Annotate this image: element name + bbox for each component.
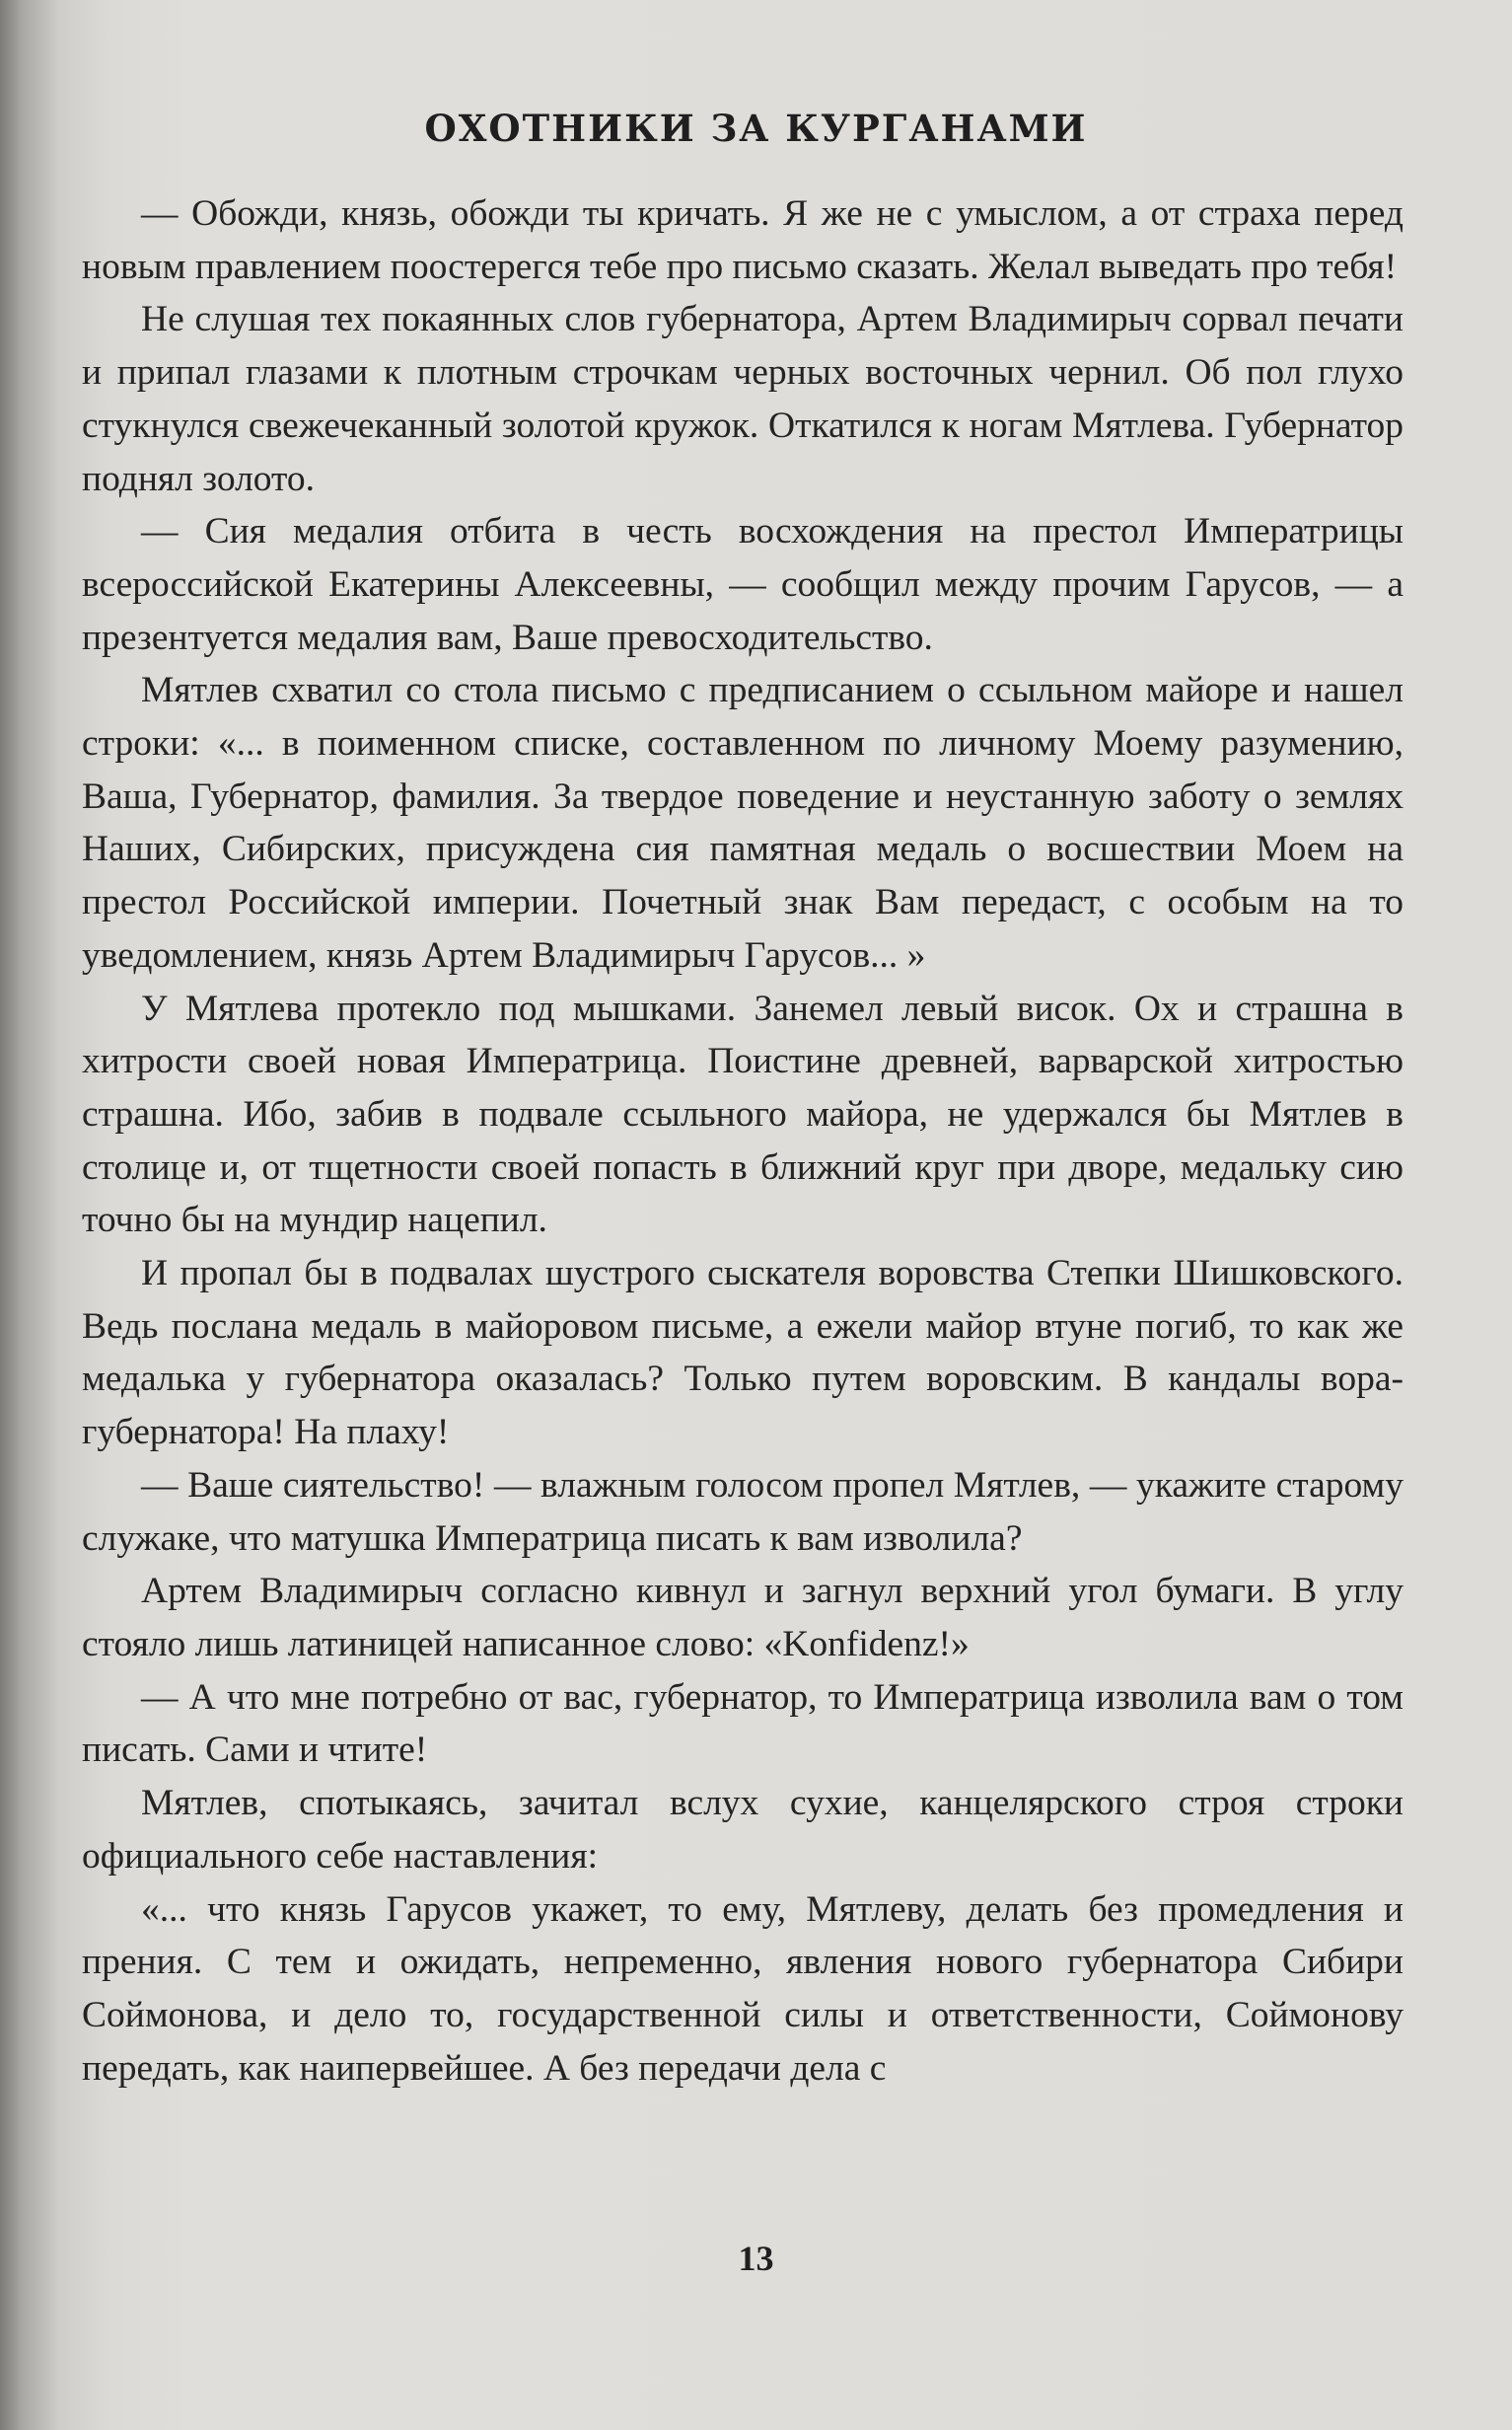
paragraph: — Сия медалия отбита в честь восхождения на престол Императрицы всероссийской Екатерины Алексеевны, — сообщил между прочим Гарусов, — а презентуется медалия вам, Ваше превосходительство. xyxy=(82,511,1404,658)
paragraph: Мятлев, спотыкаясь, зачитал вслух сухие, канцелярского строя строки официального себе наставления: xyxy=(82,1783,1404,1877)
paragraph: И пропал бы в подвалах шустрого сыскателя воровства Степки Шишковского. Ведь послана медаль в майоровом письме, а ежели майор втуне погиб, то как же медалька у губернатора оказалась? Только путем воровским. В кандалы вора-губернатора! На плаху! xyxy=(82,1253,1404,1453)
paragraph: Не слушая тех покаянных слов губернатора, Артем Владимирыч сорвал печати и припал глазами к плотным строчкам черных восточных чернил. Об пол глухо стукнулся свежечеканный золотой кружок. Откатился к ногам Мятлева. Губернатор поднял золото. xyxy=(82,299,1404,499)
paragraph: У Мятлева протекло под мышками. Занемел левый висок. Ох и страшна в хитрости своей новая Императрица. Поистине древней, варварской хитростью страшна. Ибо, забив в подвале ссыльного майора, не удержался бы Мятлев в столице и, от тщетности своей попасть в ближний круг при дворе, медальку сию точно бы на мундир нацепил. xyxy=(82,988,1404,1241)
paragraph: — Ваше сиятельство! — влажным голосом пропел Мятлев, — укажите старому служаке, что матушка Императрица писать к вам изволила? xyxy=(82,1464,1404,1559)
running-head: ОХОТНИКИ ЗА КУРГАНАМИ xyxy=(424,107,1088,150)
page-number: 13 xyxy=(738,2239,774,2278)
paragraph: Артем Владимирыч согласно кивнул и загнул верхний угол бумаги. В углу стояло лишь латиницей написанное слово: «Konfidenz!» xyxy=(82,1571,1404,1664)
page-text xyxy=(82,187,1404,2095)
paragraph: — А что мне потребно от вас, губернатор, то Императрица изволила вам о том писать. Сами и чтите! xyxy=(82,1676,1404,1771)
paragraph: «... что князь Гарусов укажет, то ему, Мятлеву, делать без промедления и прения. С тем и ожидать, непременно, явления нового губернатора Сибири Соймонова, и дело то, государственной силы и ответственности, Соймонову передать, как наипервейшее. А без передачи дела с xyxy=(82,1888,1404,2089)
paragraph: — Обожди, князь, обожди ты кричать. Я же не с умыслом, а от страха перед новым правлением поостерегся тебе про письмо сказать. Желал выведать про тебя! xyxy=(82,193,1404,287)
paragraph: Мятлев схватил со стола письмо с предписанием о ссыльном майоре и нашел строки: «... в поименном списке, составленном по личному Моему разумению, Ваша, Губернатор, фамилия. За твердое поведение и неустанную заботу о землях Наших, Сибирских, присуждена сия памятная медаль о восшествии Моем на престол Российской империи. Почетный знак Вам передаст, с особым на то уведомлением, князь Артем Владимирыч Гарусов... » xyxy=(82,670,1404,976)
